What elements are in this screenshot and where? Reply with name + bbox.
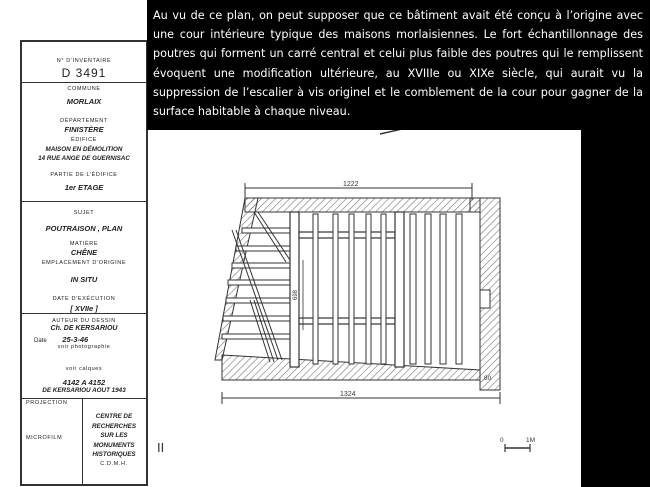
- centre-line5: HISTORIQUES: [92, 451, 136, 458]
- matiere-label: MATIÈRE: [69, 241, 99, 247]
- partie-label: PARTIE DE L’ÉDIFICE: [50, 172, 118, 178]
- commune-label: COMMUNE: [67, 86, 101, 92]
- edifice-label: ÉDIFICE: [71, 137, 97, 143]
- centre-line4: MONUMENTS: [93, 441, 135, 449]
- inventaire-value: D 3491: [61, 66, 107, 80]
- date-value: [ XVIIe ]: [70, 304, 98, 313]
- scale-one: 1M: [526, 437, 536, 444]
- dessin-date-label: Date: [34, 338, 47, 344]
- centre-line2: RECHERCHES: [91, 422, 137, 430]
- date-label: DATE D’EXÉCUTION: [52, 296, 116, 302]
- centre-line1: CENTRE DE: [95, 413, 133, 420]
- voir-calques: voir calques: [65, 366, 103, 372]
- sujet-value: POUTRAISON , PLAN: [45, 224, 123, 233]
- dimension-top-label: 1222: [343, 181, 359, 188]
- calques-author: DE KERSARIOU AOUT 1943: [42, 387, 126, 394]
- emplacement-value: IN SITU: [70, 275, 98, 284]
- calques-value: 4142 A 4152: [62, 378, 106, 387]
- scale-zero: 0: [500, 437, 504, 444]
- caption-text: Au vu de ce plan, on peut supposer que ce bâtiment avait été conçu à l’origine avec une cour intérieure typique des maisons morlaisiennes. Le fort échantillonnage des poutres qui forment un carré central et celui plus faible des poutres qui le remplissent évoquent une modification ultérieure, au XVIIIe ou XIXe siècle, qui aurait vu la suppression de l’escalier à vis originel et le comblement de la cour pour gagner de la surface habitable à chaque niveau.: [147, 0, 649, 130]
- dimension-bottom: [222, 392, 500, 404]
- main-beams: [290, 212, 404, 367]
- sujet-label: SUJET: [73, 210, 95, 216]
- dimension-right-label: 80: [484, 375, 492, 382]
- auteur-label: AUTEUR DU DESSIN: [52, 318, 116, 324]
- departement-label: DÉPARTEMENT: [60, 118, 108, 124]
- departement-value: FINISTÈRE: [64, 125, 104, 134]
- edifice-line1: MAISON EN DÉMOLITION: [45, 146, 123, 153]
- dimension-bottom-label: 1324: [340, 391, 356, 398]
- voir-photo: voir photographie: [57, 344, 111, 350]
- dessin-date-value: 25-3-46: [62, 335, 89, 344]
- roman-mark: II: [157, 440, 165, 455]
- commune-value: MORLAIX: [66, 97, 102, 106]
- auteur-value: Ch. DE KERSARIOU: [50, 325, 118, 332]
- centre-line3: SUR LES: [100, 432, 128, 439]
- centre-line6: C.D.M.H.: [100, 460, 128, 467]
- edifice-line2: 14 RUE ANGE DE GUERNISAC: [38, 155, 130, 162]
- emplacement-label: EMPLACEMENT D’ORIGINE: [41, 260, 127, 266]
- matiere-value: CHÊNE: [70, 248, 98, 257]
- projection-label: PROJECTION: [26, 400, 68, 406]
- inventaire-label: N° D’INVENTAIRE: [56, 58, 112, 64]
- scale-bar: [505, 444, 530, 452]
- microfilm-label: MICROFILM: [26, 435, 63, 441]
- partie-value: 1er ETAGE: [64, 183, 104, 192]
- dimension-side-label: 698: [293, 289, 299, 300]
